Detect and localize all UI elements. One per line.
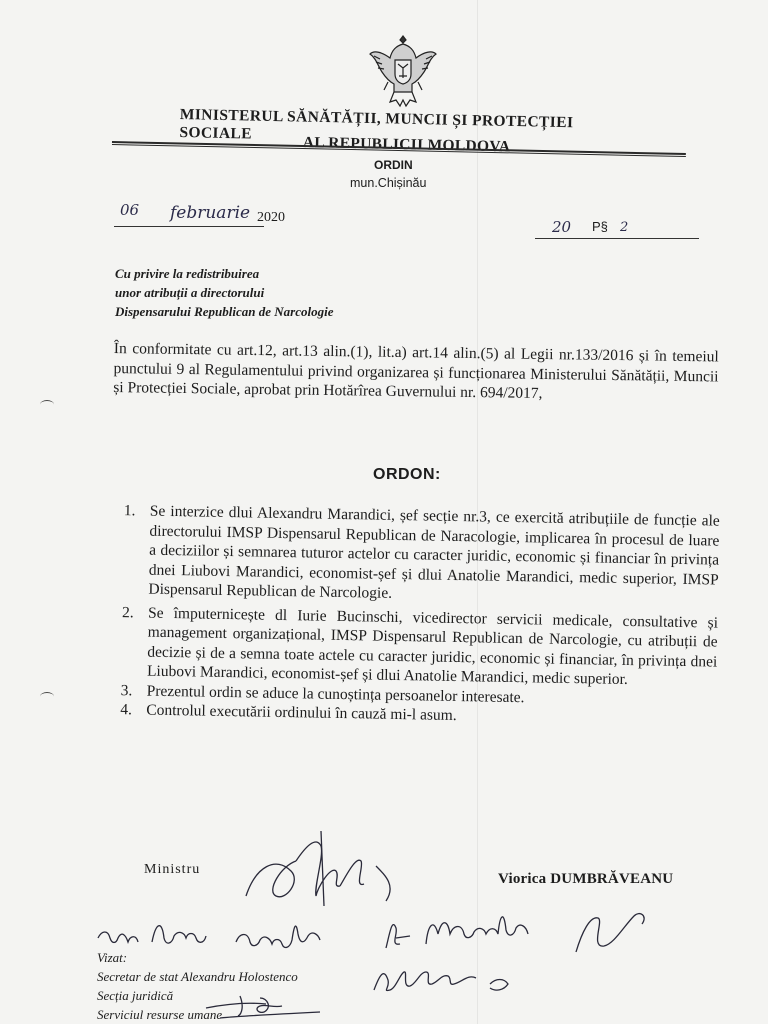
item-text: Se împuternicește dl Iurie Bucinschi, vicedirector servicii medicale, consultative și management organizațional, IMSP Dispensarul Republican de Narcologie, cu atribuții de decizie și de a semna toate actele cu caracter juridic, economic și financiar, în privința dnei Liubovi Marandici, economist-șef și dlui Anatolie Marandici, medic superior. (146, 604, 719, 688)
ministry-name: MINISTERUL SĂNĂTĂȚII, MUNCII ȘI PROTECȚIEI SOCIALE (179, 106, 574, 143)
approval-line: Serviciul resurse umane (97, 1007, 223, 1022)
order-number-sign: P§ (592, 219, 608, 234)
item-number: 2. (121, 603, 134, 621)
coat-of-arms-emblem (368, 32, 438, 110)
ordon-heading: ORDON: (373, 466, 441, 483)
subject-line: Cu privire la redistribuirea (115, 266, 260, 281)
signatory-name: Viorica DUMBRĂVEANU (498, 871, 674, 887)
subject-line: Dispensarului Republican de Narcologie (115, 304, 334, 319)
city: mun.Chișinău (350, 176, 427, 190)
item-number: 4. (120, 701, 133, 719)
order-item (112, 501, 720, 609)
item-text: Controlul executării ordinului în cauză mi-l asum. (146, 701, 457, 725)
date-month: februarie (170, 203, 251, 223)
date-year: 2020 (257, 210, 285, 225)
secretary-signature (370, 960, 520, 1000)
order-items (110, 501, 720, 730)
approval-line: Secția juridică (97, 988, 174, 1003)
order-item (111, 602, 718, 691)
document-type: ORDIN (374, 158, 413, 172)
order-number-part-b: 2 (620, 220, 629, 235)
order-number-underline (535, 238, 699, 239)
date-day: 06 (120, 201, 140, 219)
order-subject (115, 264, 334, 321)
date-underline (114, 226, 264, 227)
item-text: Se interzice dlui Alexandru Marandici, șef secție nr.3, ce exercită atribuțiile de funcție ale directorului IMSP Dispensarul Republican de Naracologie, implicarea în procesul de luare a deciziilor și semnarea tuturor actelor cu caracter juridic, economic și financiar în privința dnei Liubovi Marandici, economist-șef și dlui Anatolie Marandici, medic superior, IMSP Dispensarul Republican de Narcologie. (148, 502, 720, 602)
item-number: 1. (123, 502, 136, 520)
approval-line: Secretar de stat Alexandru Holostenco (97, 969, 298, 984)
legal-department-signature (200, 990, 330, 1020)
punch-hole-mark (40, 400, 54, 409)
item-text: Prezentul ordin se aduce la cunoștința persoanelor interesate. (146, 682, 525, 706)
signatory-role: Ministru (144, 862, 201, 877)
subject-line: unor atribuții a directorului (115, 285, 265, 300)
item-number: 3. (120, 681, 133, 699)
approvals-label: Vizat: (97, 950, 128, 965)
republic-name: AL REPUBLICII MOLDOVA (302, 134, 511, 156)
minister-signature (236, 826, 416, 916)
order-number-part-a: 20 (552, 218, 572, 236)
preamble: În conformitate cu art.12, art.13 alin.(1), lit.a) art.14 alin.(5) al Legii nr.133/2016 și în temeiul punctului 9 al Regulamentului privind organizarea și funcționarea Ministerului Sănătății, Muncii și Protecției Sociale, aprobat prin Hotărîrea Guvernului nr. 694/2017, (113, 339, 719, 402)
punch-hole-mark (40, 692, 54, 701)
